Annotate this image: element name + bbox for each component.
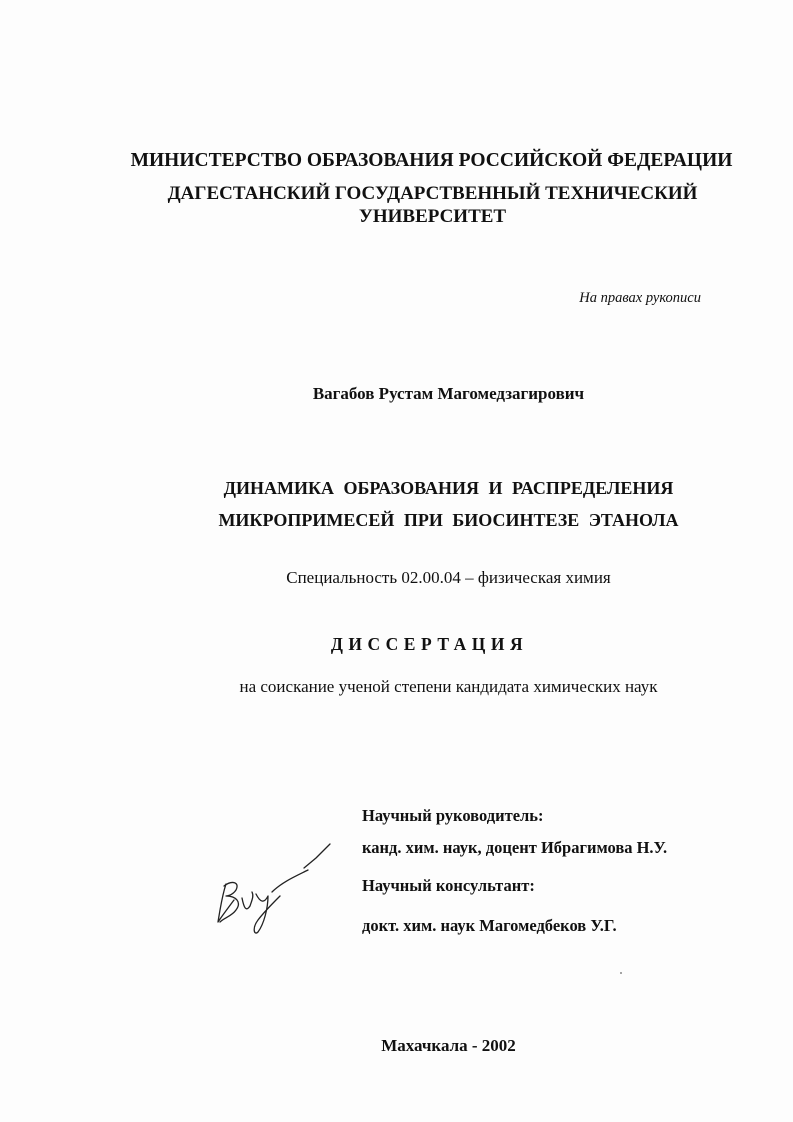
manuscript-rights-note: На правах рукописи [579, 290, 701, 306]
consultant-name: докт. хим. наук Магомедбеков У.Г. [362, 916, 617, 935]
degree-statement: на соискание ученой степени кандидата химических наук [239, 677, 658, 696]
ministry-heading: МИНИСТЕРСТВО ОБРАЗОВАНИЯ РОССИЙСКОЙ ФЕДЕРАЦИИ [130, 150, 733, 171]
city-year: Махачкала - 2002 [381, 1036, 516, 1055]
consultant-label: Научный консультант: [362, 876, 535, 895]
dissertation-title-line1: ДИНАМИКА ОБРАЗОВАНИЯ И РАСПРЕДЕЛЕНИЯ [223, 478, 674, 498]
dissertation-title-line2: МИКРОПРИМЕСЕЙ ПРИ БИОСИНТЕЗЕ ЭТАНОЛА [218, 510, 679, 530]
university-heading-line1: ДАГЕСТАНСКИЙ ГОСУДАРСТВЕННЫЙ ТЕХНИЧЕСКИЙ [167, 183, 698, 204]
supervisor-label: Научный руководитель: [362, 806, 544, 825]
specialty: Специальность 02.00.04 – физическая химия [286, 568, 611, 587]
author-name: Вагабов Рустам Магомедзагирович [312, 384, 585, 403]
university-heading-line2: УНИВЕРСИТЕТ [358, 206, 507, 227]
scan-speck [620, 972, 622, 974]
handwritten-signature [212, 838, 342, 938]
supervisor-name: канд. хим. наук, доцент Ибрагимова Н.У. [362, 838, 668, 857]
document-type: ДИССЕРТАЦИЯ [330, 634, 529, 654]
